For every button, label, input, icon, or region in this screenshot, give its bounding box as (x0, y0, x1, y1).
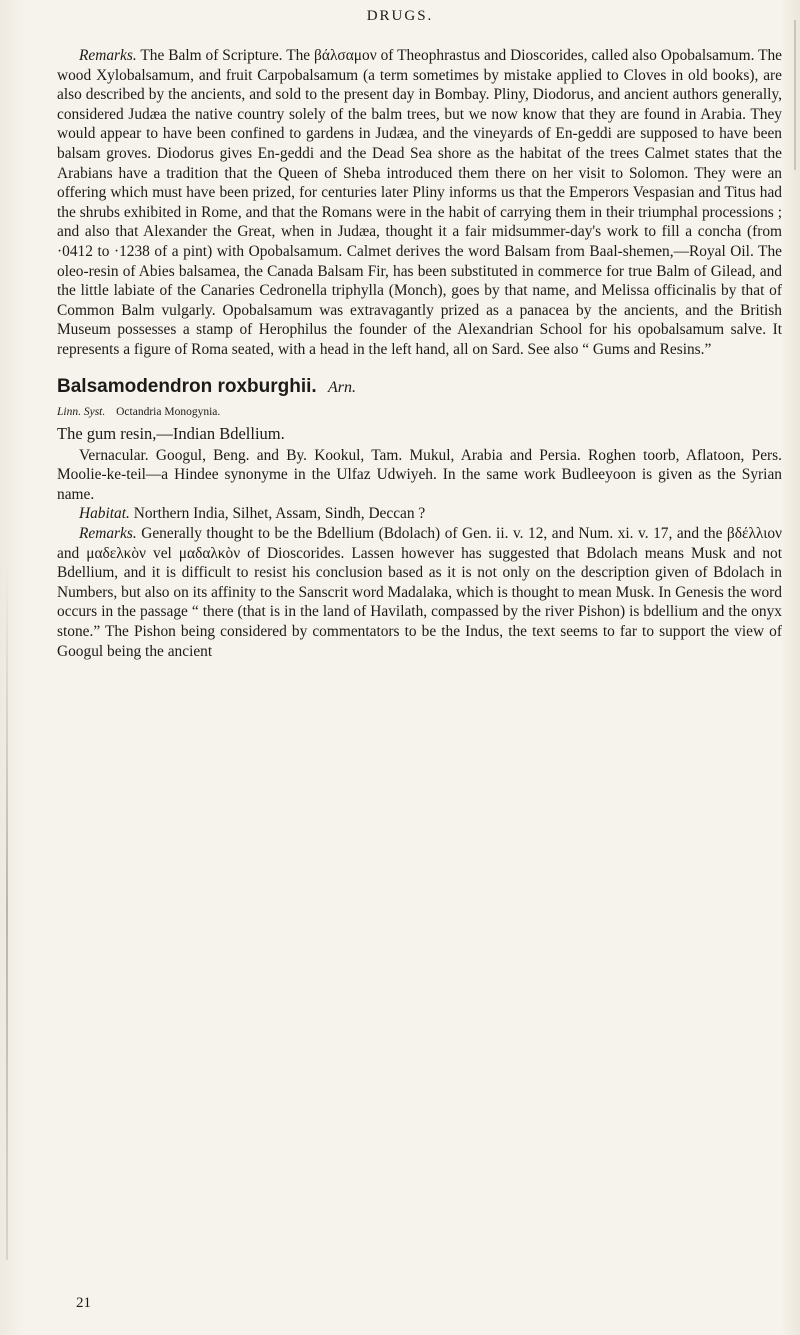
habitat-label: Habitat. (79, 505, 130, 523)
balm-remarks-text: The Balm of Scripture. The βάλσαμον of Theophrastus and Dioscorides, called also Opobalsamum. The wood Xylobalsamum, and fruit Carpobalsamum (a term sometimes by mistake applied to Cloves in old books), are also described by the ancients, and sold to the present day in Bombay. Pliny, Diodorus, and ancient authors generally, considered Judæa the native country solely of the balm trees, but we now know that they are found in Arabia. They would appear to have been confined to gardens in Judæa, and the vineyards of En-geddi are supposed to have been balsam groves. Diodorus gives En-geddi and the Dead Sea shore as the habitat of the trees Calmet states that the Arabians have a tradition that the Queen of Sheba introduced them there on her visit to Solomon. They were an offering which must have been prized, for centuries later Pliny informs us that the Emperors Vespasian and Titus had the shrubs exhibited in Rome, and that the Romans were in the habit of carrying them in their triumphal processions ; and also that Alexander the Great, when in Judæa, thought it a fair midsummer-day's work to fill a concha (from ·0412 to ·1238 of a pint) with Opobalsamum. Calmet derives the word Balsam from Baal-shemen,—Royal Oil. The oleo-resin of Abies balsamea, the Canada Balsam Fir, has been substituted in commerce for true Balm of Gilead, and the little labiate of the Canaries Cedronella triphylla (Monch), goes by that name, and Melissa officinalis by that of Common Balm vulgarly. Opobalsamum was extravagantly prized as a panacea by the ancients, and the British Museum possesses a stamp of Herophilus the founder of the Alexandrian School for his opobalsamum salve. It represents a figure of Roma seated, with a head in the left hand, all on Sard. See also “ Gums and Resins.” (57, 47, 782, 358)
habitat-text: Northern India, Silhet, Assam, Sindh, Deccan ? (133, 505, 426, 523)
page-edge-shadow-right (794, 20, 796, 170)
product-line: The gum resin,—Indian Bdellium. (57, 424, 285, 444)
balm-remarks-paragraph (57, 46, 782, 360)
bdellium-remarks-label: Remarks. (79, 525, 137, 543)
page-body (57, 46, 782, 661)
running-head: DRUGS. (366, 8, 434, 24)
balm-remarks-label: Remarks. (79, 47, 137, 64)
bdellium-remarks-paragraph (57, 524, 782, 661)
vernacular-text: Googul, Beng. and By. Kookul, Tam. Mukul, Arabia and Persia. Roghen toorb, Aflatoon, Pers. Moolie-ke-teil—a Hindee synonyme in the Ulfaz Udwiyeh. In the same work Budleeyoon is given as the Syrian name. (57, 446, 782, 503)
linnaean-system-line (57, 403, 782, 423)
page-number: 21 (76, 1295, 91, 1311)
entry-heading-name: Balsamodendron roxburghii. (57, 375, 317, 397)
vernacular-paragraph (57, 446, 782, 505)
entry-heading (57, 376, 782, 399)
linnaean-system-class: Octandria Monogynia. (116, 405, 221, 418)
linnaean-system-label: Linn. Syst. (57, 405, 106, 418)
habitat-paragraph (57, 504, 782, 524)
vernacular-label: Vernacular. (79, 446, 149, 464)
bdellium-remarks-text: Generally thought to be the Bdellium (Bdolach) of Gen. ii. v. 12, and Num. xi. v. 17, and the βδέλλιον and μαδελκὸν vel μαδαλκὸν of Dioscorides. Lassen however has suggested that Bdolach means Musk and not Bdellium, and it is difficult to resist his conclusion based as it is not only on the description given of Bdolach in Numbers, but also on its affinity to the Sanscrit word Madalaka, which is thought to mean Musk. In Genesis the word occurs in the passage “ there (that is in the land of Havilath, compassed by the river Pishon) is bdellium and the onyx stone.” The Pishon being considered by commentators to be the Indus, the text seems to far to support the view of Googul being the ancient (57, 525, 782, 660)
entry-heading-authority: Arn. (327, 378, 356, 396)
page-edge-shadow (6, 560, 8, 1260)
